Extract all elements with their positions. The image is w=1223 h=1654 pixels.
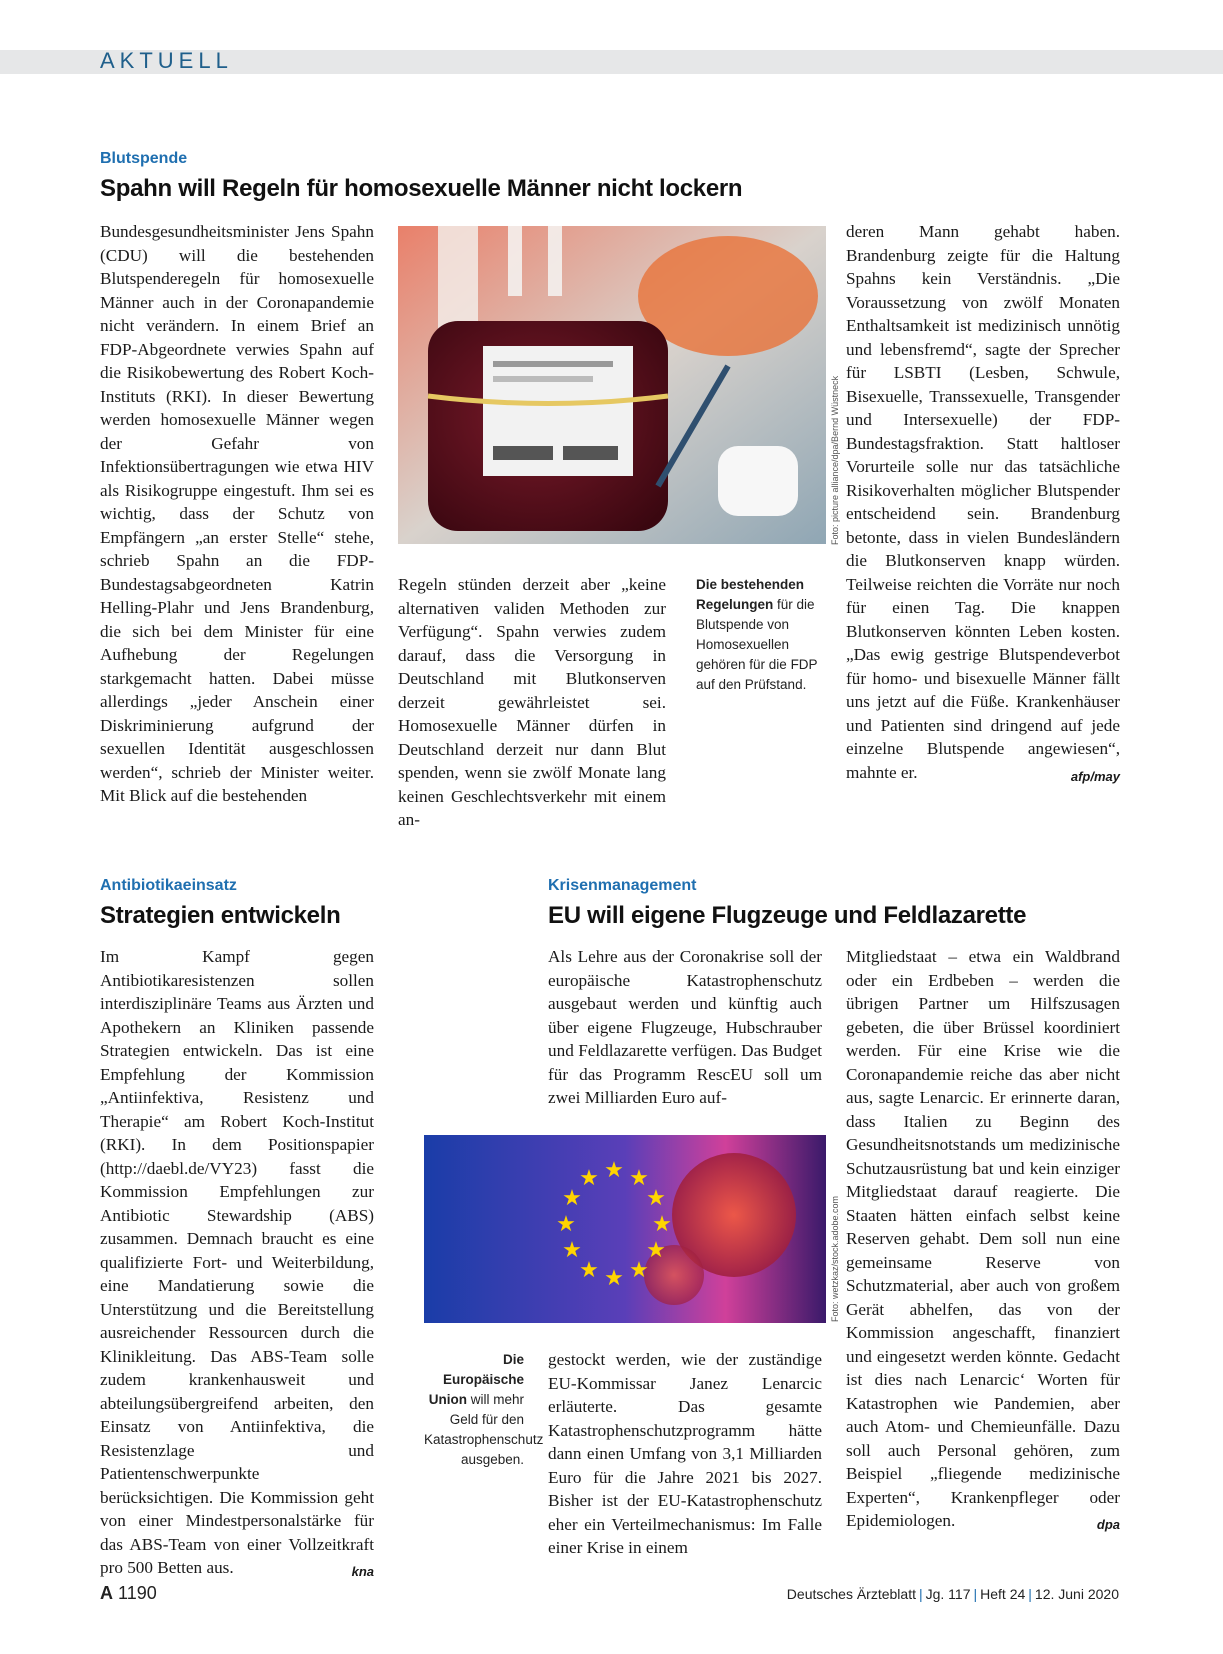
page-number	[100, 1583, 157, 1604]
article3-column-1-bottom: gestockt werden, wie der zuständige EU-Kommissar Janez Lenarcic erläuterte. Das gesamte Katastrophenschutzprogramm hätte dann einen Umfang von 3,1 Milliarden Euro für die Jahre 2021 bis 2027. Bisher ist der EU-Katastrophenschutz eher ein Verteilmechanismus: Im Falle einer Krise in einem	[548, 1350, 822, 1557]
article1-kicker: Blutspende	[100, 150, 188, 167]
svg-text:★: ★	[604, 1265, 624, 1290]
article1-column-3-text: deren Mann gehabt haben. Brandenburg zeigte für die Haltung Spahns kein Verständnis. „Die Voraussetzung von zwölf Monaten Enthaltsamkeit ist medizinisch unnötig und lebensfremd“, sagte der Sprecher für LSBTI (Lesben, Schwule, Bisexuelle, Transsexuelle, Transgender und Intersexuelle) der FDP-Bundestagsfraktion. Statt haltloser Vorurteile solle nur das tatsächliche Risikoverhalten möglicher Blutspender entscheidend sein. Brandenburg betonte, dass in vielen Bundesländern die Blutkonserven knapp würden. Teilweise reichten die Vorräte nur noch für einen Tag. Die knappen Blutkonserven könnten Leben kosten. „Das ewig gestrige Blutspendeverbot für homo- und bisexuelle Männer fällt uns jetzt auf die Füße. Krankenhäuser und Patienten sind dringend auf jede einzelne Blutspende angewiesen“, mahnte er.	[846, 222, 1120, 782]
article3-column-2	[846, 945, 1120, 1537]
blood-bag-photo	[398, 226, 826, 544]
article3-caption-bold: Die Europäische Union	[428, 1352, 524, 1407]
article1-caption-text: für die Blutspende von Homosexuellen gehören für die FDP auf den Prüfstand.	[696, 597, 818, 692]
journal-volume: Jg. 117	[925, 1586, 971, 1602]
svg-text:★: ★	[556, 1211, 576, 1236]
article2-body-text: Im Kampf gegen Antibiotikaresistenzen sollen interdisziplinäre Teams aus Ärzten und Apothekern an Kliniken passende Strategien entwickeln. Das ist eine Empfehlung der Kommission „Antiinfektiva, Resistenz und Therapie“ am Robert Koch-Institut (RKI). In dem Positionspapier (http://daebl.de/VY23) fasst die Kommission Empfehlungen zur Antibiotic Stewardship (ABS) zusammen. Demnach braucht es eine qualifizierte Fort- und Weiterbildung, eine Mandatierung sowie die Unterstützung und die Bereitstellung ausreichender Ressourcen durch die Klinikleitung. Das ABS-Team solle zudem krankenhausweit und abteilungsübergreifend arbeiten, den Einsatz von Antiinfektiva, die Resistenzlage und Patientenschwerpunkte berücksichtigen. Die Kommission geht von einer Mindestpersonalstärke für das ABS-Team von einer Vollzeitkraft pro 500 Betten aus.	[100, 947, 374, 1577]
article1-caption	[696, 575, 820, 695]
article1-caption-bold: Die bestehenden Regelungen	[696, 577, 805, 612]
svg-text:★: ★	[579, 1257, 599, 1282]
article1-column-2: Regeln stünden derzeit aber „keine alternativen validen Methoden zur Verfügung“. Spahn verwies zudem darauf, dass die Versorgung in Deutschland mit Blutkonserven derzeit gewährleistet sei. Homosexuelle Männer dürfen in Deutschland derzeit nur dann Blut spenden, wenn sie zwölf Monate lang keinen Geschlechtsverkehr mit einem an-	[398, 575, 666, 829]
svg-text:★: ★	[652, 1211, 672, 1236]
journal-name: Deutsches Ärzteblatt	[786, 1586, 916, 1602]
eu-flag-virus-illustration	[424, 1135, 826, 1323]
svg-text:★: ★	[604, 1157, 624, 1182]
article3-headline: EU will eigene Flugzeuge und Feldlazarette	[548, 902, 1027, 929]
journal-info: Deutsches Ärzteblatt | Jg. 117 | Heft 24 | 12. Juni 2020	[786, 1586, 1119, 1602]
article3-signature: dpa	[1096, 1517, 1120, 1532]
article2-headline: Strategien entwickeln	[100, 902, 341, 929]
article1-column-3	[846, 220, 1120, 788]
svg-text:★: ★	[562, 1185, 582, 1210]
svg-text:★: ★	[629, 1257, 649, 1282]
svg-text:★: ★	[562, 1237, 582, 1262]
article1-column-1: Bundesgesundheitsminister Jens Spahn (CDU) will die bestehenden Blutspenderegeln für homosexuelle Männer auch in der Coronapandemie nicht verändern. In einem Brief an FDP-Abgeordnete verwies Spahn auf die Risikobewertung des Robert Koch-Instituts (RKI). In dieser Bewertung werden homosexuelle Männer wegen der Gefahr von Infektionsübertragungen wie etwa HIV als Risikogruppe eingestuft. Ihm sei es wichtig, dass der Schutz von Empfängern „an erster Stelle“ stehe, schrieb Spahn an die FDP-Bundestagsabgeordneten Katrin Helling-Plahr und Jens Brandenburg, die sich bei dem Minister für eine Aufhebung der Regelungen starkgemacht hatten. Dabei müsse allerdings „jeder Anschein einer Diskriminierung aufgrund der sexuellen Identität ausgeschlossen werden“, schrieb der Minister weiter. Mit Blick auf die bestehenden	[100, 222, 374, 805]
article1-signature: afp/may	[1070, 768, 1120, 784]
svg-text:★: ★	[646, 1185, 666, 1210]
article3-caption-text: will mehr Geld für den Katastrophenschutz ausgeben.	[424, 1392, 544, 1467]
article1-photo-credit: Foto: picture alliance/dpa/Bernd Wüstneck	[830, 375, 840, 545]
article3-column-1-top: Als Lehre aus der Coronakrise soll der europäische Katastrophenschutz ausgebaut werden und künftig auch über eigene Flugzeuge, Hubschrauber und Feldlazarette verfügen. Das Budget für das Programm RescEU soll um zwei Milliarden Euro auf-	[548, 947, 822, 1107]
journal-issue: Heft 24	[980, 1586, 1026, 1602]
article3-column-2-text: Mitgliedstaat – etwa ein Waldbrand oder ein Erdbeben – werden die übrigen Partner um Hilfszusagen gebeten, die über Brüssel koordiniert werden. Für eine Krise wie die Coronapandemie reiche das aber nicht aus, sagte Lenarcic. Er erinnerte daran, dass Italien zu Beginn des Gesundheitsnotstands um medizinische Schutzausrüstung bat und kein einziger Mitgliedstaat darauf reagierte. Die Staaten hätten einfach selbst keine Reserven gehabt. Dem soll nun eine gemeinsame Reserve von Schutzmaterial, aber auch von großem Gerät abhelfen, das von der Kommission angeschafft, finanziert und eingesetzt werden könnte. Gedacht ist dies nach Lenarcic‘ Worten für Katastrophen wie Pandemien, aber auch Atom- und Chemieunfälle. Dazu soll auch Personal gehören, zum Beispiel „fliegende medizinische Experten“, Krankenpfleger oder Epidemiologen.	[846, 947, 1120, 1530]
svg-text:★: ★	[646, 1237, 666, 1262]
svg-text:★: ★	[629, 1165, 649, 1190]
page-number-value: 1190	[118, 1583, 157, 1603]
article2-signature: kna	[351, 1564, 374, 1579]
section-label: AKTUELL	[100, 48, 233, 73]
blood-bag-illustration	[398, 226, 826, 544]
svg-text:★: ★	[579, 1165, 599, 1190]
article2-body	[100, 945, 374, 1584]
article2-kicker: Antibiotikaeinsatz	[100, 877, 237, 894]
journal-date: 12. Juni 2020	[1034, 1586, 1119, 1602]
eu-virus-photo	[424, 1135, 826, 1323]
article3-kicker: Krisenmanagement	[548, 877, 697, 894]
article3-photo-credit: Foto: wetzkaz/stock.adobe.com	[830, 1195, 840, 1322]
article1-headline: Spahn will Regeln für homosexuelle Männer nicht lockern	[100, 175, 743, 202]
article3-caption	[424, 1350, 544, 1470]
page-prefix: A	[100, 1583, 113, 1603]
